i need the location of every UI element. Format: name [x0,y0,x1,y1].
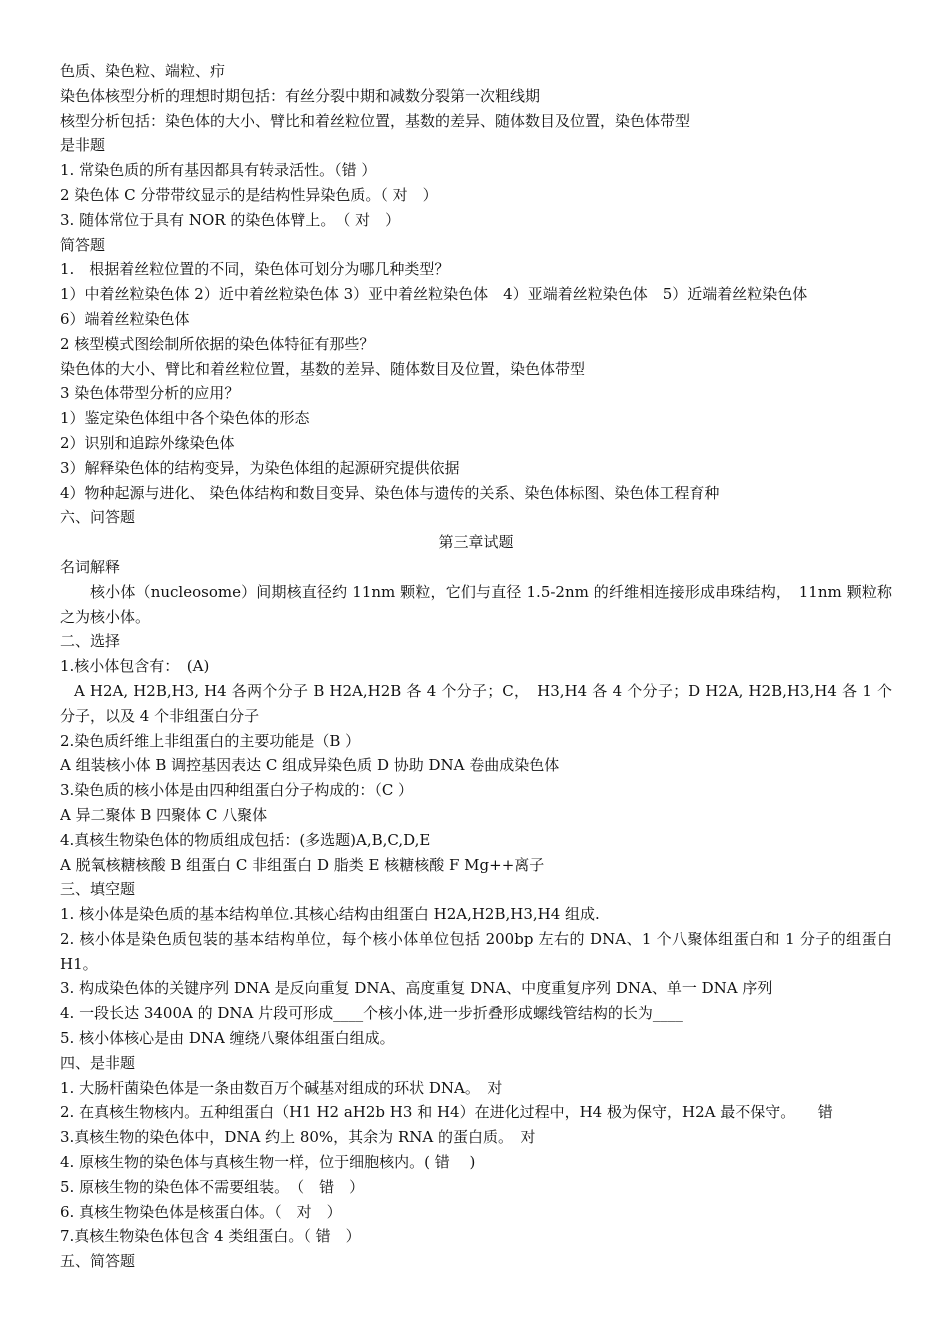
text-line: 3. 随体常位于具有 NOR 的染色体臂上。 （ 对 ） [60,210,401,229]
text-line: 1. 核小体是染色质的基本结构单位.其核心结构由组蛋白 H2A,H2B,H3,H4 组成. [60,905,600,924]
text-line: 1. 常染色质的所有基因都具有转录活性。（错 ） [60,161,377,180]
section-heading: 简答题 [60,235,106,254]
text-line: 1）中着丝粒染色体 2）近中着丝粒染色体 3）亚中着丝粒染色体 4）亚端着丝粒染色体 5）近端着丝粒染色体 [60,285,808,304]
text-line: 色质、染色粒、端粒、疖 [60,62,226,80]
section-heading: 四、是非题 [60,1053,136,1072]
text-line: 6）端着丝粒染色体 [60,309,190,328]
text-line: 4. 原核生物的染色体与真核生物一样，位于细胞核内。( 错 ) [60,1153,476,1172]
text-line: 2）识别和追踪外缘染色体 [60,433,235,452]
text-line: 4）物种起源与进化、 染色体结构和数目变异、染色体与遗传的关系、染色体标图、染色体工程育种 [60,483,720,502]
options-paragraph: A H2A, H2B,H3, H4 各两个分子 B H2A,H2B 各 4 个分子；C， H3,H4 各 4 个分子；D H2A, H2B,H3,H4 各 1 个分子，以及 4 个非组蛋白分子 [60,681,892,725]
text-line: 1）鉴定染色体组中各个染色体的形态 [60,409,310,428]
section-heading: 名词解释 [60,557,121,576]
text-line: 4. 一段长达 3400A 的 DNA 片段可形成____个核小体,进一步折叠形成螺线管结构的长为____ [60,1004,683,1023]
definition-paragraph: 核小体（nucleosome）间期核直径约 11nm 颗粒，它们与直径 1.5-2nm 的纤维相连接形成串珠结构， 11nm 颗粒称之为核小体。 [60,582,892,626]
chapter-title: 第三章试题 [438,533,514,552]
text-line: 2 染色体 C 分带带纹显示的是结构性异染色质。（ 对 ） [60,185,438,204]
question-line: 2.染色质纤维上非组蛋白的主要功能是（B ） [60,731,361,750]
section-heading: 五、简答题 [60,1252,136,1271]
text-line: 染色体核型分析的理想时期包括：有丝分裂中期和减数分裂第一次粗线期 [60,86,541,105]
text-paragraph: 2. 核小体是染色质包装的基本结构单位，每个核小体单位包括 200bp 左右的 DNA、1 个八聚体组蛋白和 1 分子的组蛋白 H1。 [60,929,892,973]
text-line: 1. 大肠杆菌染色体是一条由数百万个碱基对组成的环状 DNA。 对 [60,1078,503,1097]
text-line: A 脱氧核糖核酸 B 组蛋白 C 非组蛋白 D 脂类 E 核糖核酸 F Mg++离子 [60,855,545,874]
section-heading: 三、填空题 [60,880,136,899]
section-heading: 六、问答题 [60,508,136,527]
question-line: 4.真核生物染色体的物质组成包括：(多选题)A,B,C,D,E [60,830,431,849]
text-line: 7.真核生物染色体包含 4 类组蛋白。（ 错 ） [60,1227,361,1246]
question-line: 1.核小体包含有： (A) [60,657,210,676]
question-line: 3.染色质的核小体是由四种组蛋白分子构成的：（C ） [60,781,414,800]
text-line: 3）解释染色体的结构变异，为染色体组的起源研究提供依据 [60,458,460,477]
text-line: A 异二聚体 B 四聚体 C 八聚体 [60,805,268,824]
text-line: 5. 原核生物的染色体不需要组装。 （ 错 ） [60,1177,365,1196]
text-line: 5. 核小体核心是由 DNA 缠绕八聚体组蛋白组成。 [60,1029,395,1048]
text-line: 染色体的大小、臂比和着丝粒位置，基数的差异、随体数目及位置，染色体带型 [60,359,586,378]
text-line: 3. 构成染色体的关键序列 DNA 是反向重复 DNA、高度重复 DNA、中度重复序列 DNA、单一 DNA 序列 [60,979,773,998]
section-heading: 是非题 [60,136,106,155]
text-line: 2. 在真核生物核内。五种组蛋白（H1 H2 aH2b H3 和 H4）在进化过程中，H4 极为保守，H2A 最不保守。 错 [60,1103,833,1122]
question-line: 2 核型模式图绘制所依据的染色体特征有那些？ [60,334,375,353]
text-line: 核型分析包括：染色体的大小、臂比和着丝粒位置，基数的差异、随体数目及位置，染色体带型 [60,111,691,130]
section-heading: 二、选择 [60,632,121,651]
question-line: 1. 根据着丝粒位置的不同，染色体可划分为哪几种类型？ [60,260,450,279]
question-line: 3 染色体带型分析的应用？ [60,384,240,403]
text-line: A 组装核小体 B 调控基因表达 C 组成异染色质 D 协助 DNA 卷曲成染色体 [60,756,560,775]
text-line: 3.真核生物的染色体中，DNA 约上 80%，其余为 RNA 的蛋白质。 对 [60,1128,536,1147]
text-line: 6. 真核生物染色体是核蛋白体。（ 对 ） [60,1202,342,1221]
